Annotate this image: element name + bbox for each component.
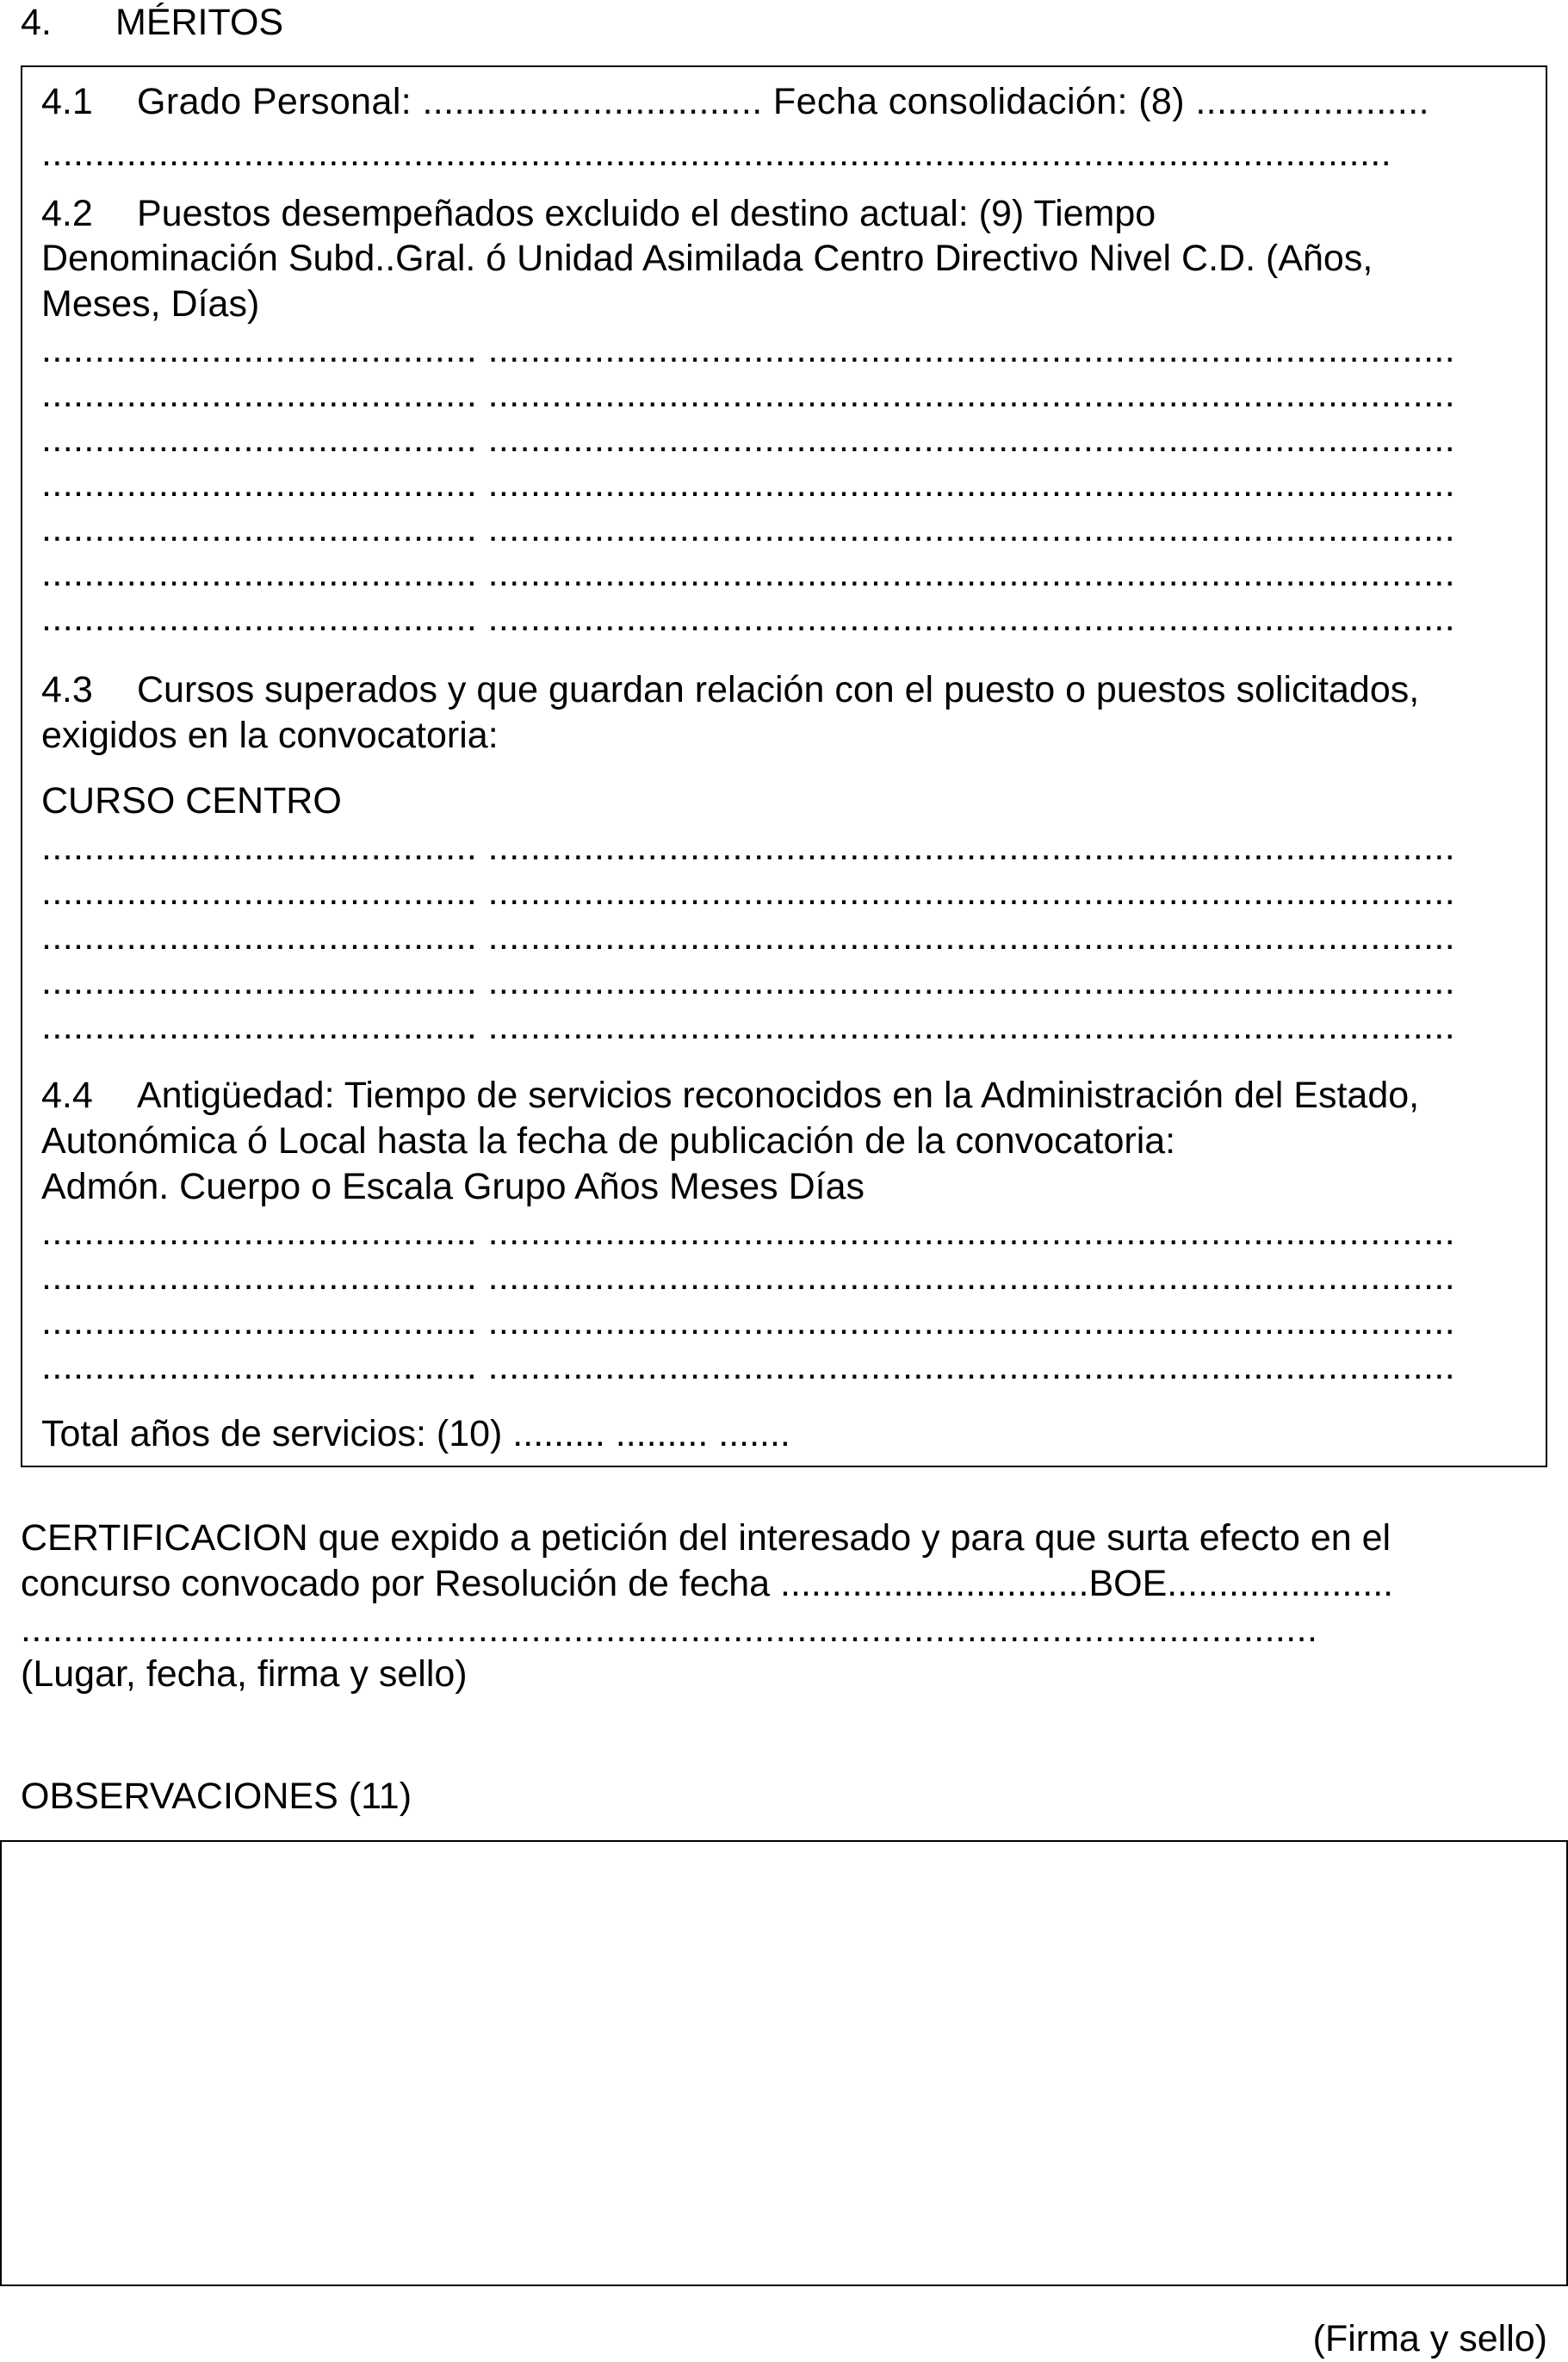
s42-line1 <box>41 191 1156 237</box>
section-title: MÉRITOS <box>115 2 284 43</box>
s43-row: ......................................... ........................................................................................... <box>41 1006 1456 1047</box>
s43-row: ......................................... ........................................................................................... <box>41 827 1456 868</box>
s41-number: 4.1 <box>41 81 93 122</box>
s43-row: ......................................... ........................................................................................... <box>41 916 1456 958</box>
certificacion-line3: .......................................................................................................................... <box>21 1609 1318 1650</box>
certificacion-line2: concurso convocado por Resolución de fecha ..............................BOE...................... <box>21 1563 1394 1604</box>
s42-text: Puestos desempeñados excluido el destino actual: (9) Tiempo <box>137 193 1156 234</box>
certificacion-line1: CERTIFICACION que expido a petición del interesado y para que surta efecto en el <box>21 1517 1391 1559</box>
firma-y-sello: (Firma y sello) <box>1312 2318 1547 2359</box>
s43-row: ......................................... ........................................................................................... <box>41 961 1456 1002</box>
s44-row: ......................................... ........................................................................................... <box>41 1212 1456 1253</box>
s44-header: Admón. Cuerpo o Escala Grupo Años Meses Días <box>41 1166 865 1207</box>
s42-line2: Denominación Subd..Gral. ó Unidad Asimilada Centro Directivo Nivel C.D. (Años, <box>41 238 1373 279</box>
s41-line1 <box>41 79 1429 125</box>
s42-row: ......................................... ........................................................................................... <box>41 463 1456 505</box>
s44-row: ......................................... ........................................................................................... <box>41 1256 1456 1298</box>
s42-row: ......................................... ........................................................................................... <box>41 508 1456 549</box>
s42-row: ......................................... ........................................................................................... <box>41 418 1456 460</box>
s43-line2: exigidos en la convocatoria: <box>41 715 499 756</box>
s42-row: ......................................... ........................................................................................... <box>41 374 1456 415</box>
s43-header: CURSO CENTRO <box>41 780 342 821</box>
s42-number: 4.2 <box>41 193 93 234</box>
s43-line1 <box>41 667 1419 713</box>
section-number: 4. <box>21 2 52 43</box>
observaciones-box[interactable] <box>0 1840 1568 2286</box>
s42-line3: Meses, Días) <box>41 283 260 325</box>
s44-row: ......................................... ........................................................................................... <box>41 1346 1456 1387</box>
s44-text: Antigüedad: Tiempo de servicios reconocidos en la Administración del Estado, <box>137 1075 1420 1116</box>
s41-line2: ............................................................................................................................... <box>41 133 1392 174</box>
s44-row: ......................................... ........................................................................................... <box>41 1301 1456 1342</box>
s43-number: 4.3 <box>41 669 93 710</box>
s43-text: Cursos superados y que guardan relación con el puesto o puestos solicitados, <box>137 669 1420 710</box>
s42-row: ......................................... ........................................................................................... <box>41 329 1456 370</box>
s42-row: ......................................... ........................................................................................... <box>41 553 1456 594</box>
certificacion-line4: (Lugar, fecha, firma y sello) <box>21 1653 468 1695</box>
s44-line1 <box>41 1073 1419 1119</box>
s43-row: ......................................... ........................................................................................... <box>41 871 1456 913</box>
section-heading <box>21 0 283 46</box>
observaciones-label: OBSERVACIONES (11) <box>21 1776 412 1817</box>
s41-text: Grado Personal: ................................ Fecha consolidación: (8) ...................... <box>137 81 1429 122</box>
s44-line2: Autonómica ó Local hasta la fecha de publicación de la convocatoria: <box>41 1120 1176 1162</box>
s44-number: 4.4 <box>41 1075 93 1116</box>
total-servicios: Total años de servicios: (10) ......... ......... ....... <box>41 1413 790 1454</box>
s42-row: ......................................... ........................................................................................... <box>41 598 1456 639</box>
